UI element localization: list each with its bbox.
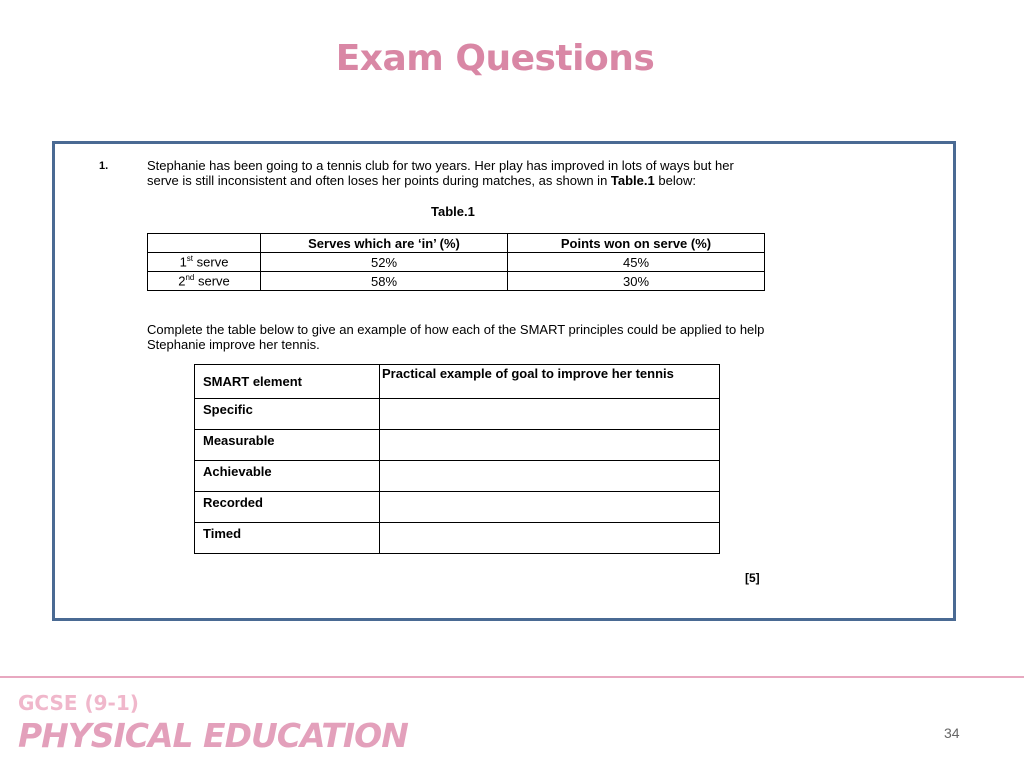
table-header-serves-in: Serves which are ‘in’ (%) [261,234,508,253]
slide-title: Exam Questions [335,38,655,79]
question-intro [147,158,767,188]
smart-element-label: Specific [195,399,380,430]
table-row [195,399,720,430]
serves-in-value: 58% [261,272,508,291]
serve-label: serve [194,273,230,289]
row-label [148,272,261,291]
question-instruction: Complete the table below to give an example of how each of the SMART principles could be applied to help Stephanie improve her tennis. [147,322,765,352]
table-header-empty [148,234,261,253]
page-number: 34 [944,725,960,741]
table-header-points-won: Points won on serve (%) [508,234,765,253]
answer-cell[interactable] [380,492,720,523]
table-header-row [148,234,765,253]
exam-question-box [52,141,956,621]
table-row [195,430,720,461]
serve-ordinal: st [186,254,194,264]
serve-number: 1 [179,254,187,270]
intro-table-ref: Table.1 [610,173,655,188]
logo-gcse: GCSE (9-1) [18,691,139,715]
smart-element-label: Measurable [195,430,380,461]
footer-divider [0,676,1024,678]
smart-element-label: Achievable [195,461,380,492]
smart-header-row [195,365,720,399]
table-row [195,492,720,523]
table-row [148,272,765,291]
marks-label: [5] [745,571,760,585]
intro-text-end: below: [654,173,696,188]
table-row [195,461,720,492]
smart-header-element: SMART element [195,365,380,399]
intro-text: Stephanie has been going to a tennis club for two years. Her play has improved in lots of ways but her serve is still inconsistent and often loses her points during matches, as shown in [147,158,734,188]
smart-goals-table [194,364,720,554]
points-won-value: 30% [508,272,765,291]
points-won-value: 45% [508,253,765,272]
table-row [195,523,720,554]
smart-element-label: Timed [195,523,380,554]
logo-physical-education: PHYSICAL EDUCATION [18,716,408,755]
serve-label: serve [193,254,229,270]
answer-cell[interactable] [380,430,720,461]
table-row [148,253,765,272]
smart-header-example: Practical example of goal to improve her tennis [380,365,720,399]
serve-number: 2 [178,273,186,289]
answer-cell[interactable] [380,399,720,430]
table-caption: Table.1 [431,204,475,219]
serves-in-value: 52% [261,253,508,272]
smart-element-label: Recorded [195,492,380,523]
serve-stats-table [147,233,765,291]
answer-cell[interactable] [380,461,720,492]
answer-cell[interactable] [380,523,720,554]
question-number: 1. [99,160,109,172]
serve-ordinal: nd [185,273,195,283]
row-label [148,253,261,272]
